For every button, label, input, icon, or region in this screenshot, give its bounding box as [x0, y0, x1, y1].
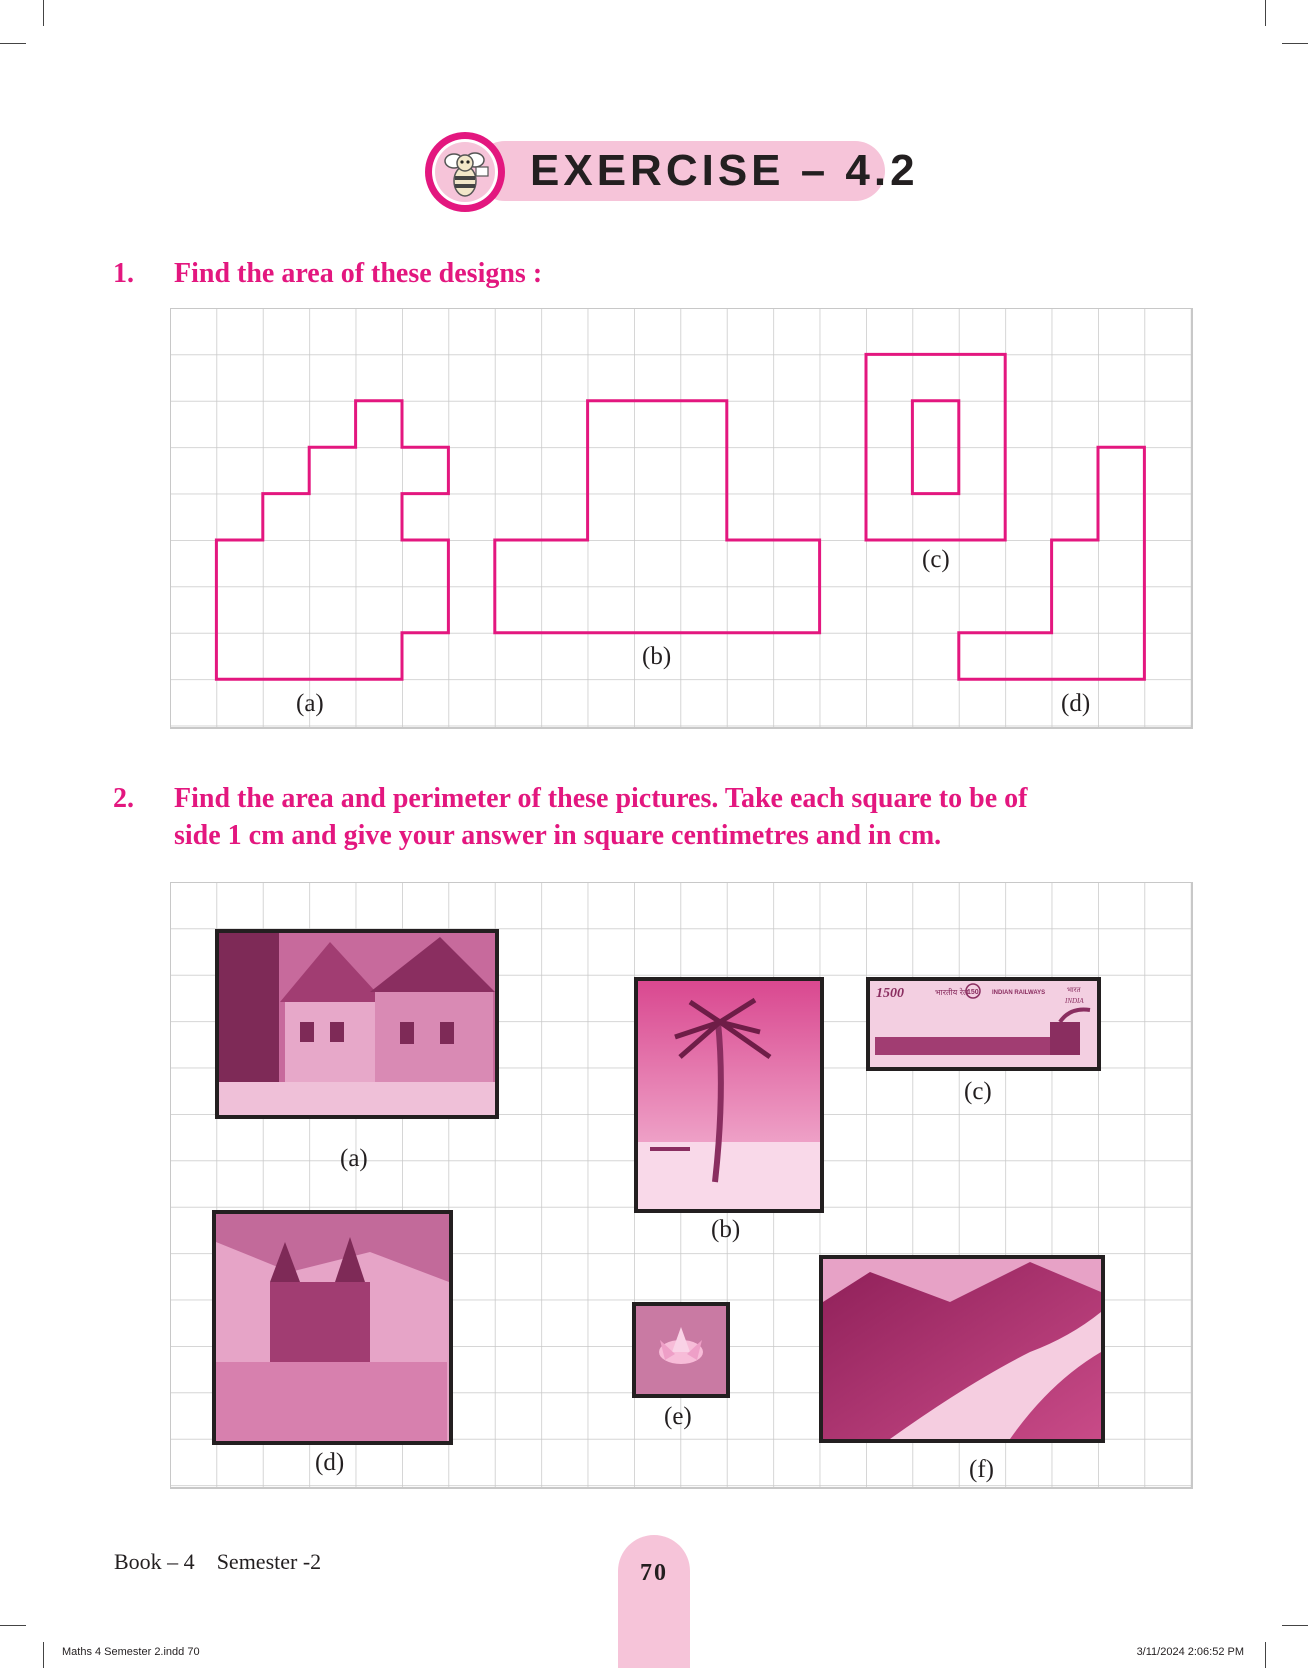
design-a-label: (a): [296, 690, 324, 717]
crop-mark: [1282, 43, 1308, 44]
picture-e-lotus: [634, 1304, 728, 1396]
picture-c-stamp: [868, 979, 1099, 1069]
crop-mark: [43, 0, 44, 26]
picture-a-village: [217, 931, 497, 1117]
design-c-label: (c): [922, 546, 950, 573]
stamp-badge: 150: [967, 989, 979, 996]
stamp-hindi: भारतीय रेल: [935, 988, 969, 997]
crop-mark: [1265, 1642, 1266, 1668]
crop-mark: [0, 1625, 26, 1626]
picture-f-label: (f): [969, 1456, 994, 1483]
question-1-text: Find the area of these designs :: [174, 258, 543, 289]
design-grid: [170, 308, 1194, 730]
page-number: 70: [640, 1560, 668, 1586]
question-2-line-2: side 1 cm and give your answer in square centimetres and in cm.: [174, 820, 942, 851]
print-slug-timestamp: 3/11/2024 2:06:52 PM: [1136, 1646, 1244, 1658]
picture-c-label: (c): [964, 1078, 992, 1105]
stamp-railways: INDIAN RAILWAYS: [992, 990, 1046, 996]
crop-mark: [1282, 1625, 1308, 1626]
print-slug-file: Maths 4 Semester 2.indd 70: [62, 1646, 200, 1658]
footer-semester: Semester -2: [216, 1549, 322, 1574]
crop-mark: [0, 43, 26, 44]
picture-d-castle: [214, 1212, 451, 1443]
stamp-country-hindi: भारत: [1067, 986, 1081, 994]
footer-book: Book – 4: [114, 1549, 195, 1574]
stamp-value: 1500: [876, 986, 904, 1001]
crop-mark: [43, 1642, 44, 1668]
exercise-title: EXERCISE – 4.2: [530, 146, 919, 195]
bee-mascot-icon: [424, 131, 506, 213]
picture-b-label: (b): [711, 1216, 741, 1243]
design-d-label: (d): [1061, 690, 1091, 717]
question-2-line-1: Find the area and perimeter of these pictures. Take each square to be of: [174, 783, 1028, 814]
crop-mark: [1265, 0, 1266, 26]
picture-a-label: (a): [340, 1145, 368, 1172]
pictures-grid: [170, 882, 1194, 1490]
design-b-label: (b): [642, 643, 672, 670]
picture-b-palm: [636, 979, 822, 1211]
stamp-country: INDIA: [1065, 997, 1084, 1005]
footer-book-info: [114, 1549, 321, 1575]
question-1-number: 1.: [113, 258, 134, 289]
picture-e-label: (e): [664, 1403, 692, 1430]
page-number-tab: [618, 1535, 690, 1668]
picture-d-label: (d): [315, 1449, 345, 1476]
picture-f-river: [821, 1257, 1103, 1441]
question-2-number: 2.: [113, 783, 134, 814]
